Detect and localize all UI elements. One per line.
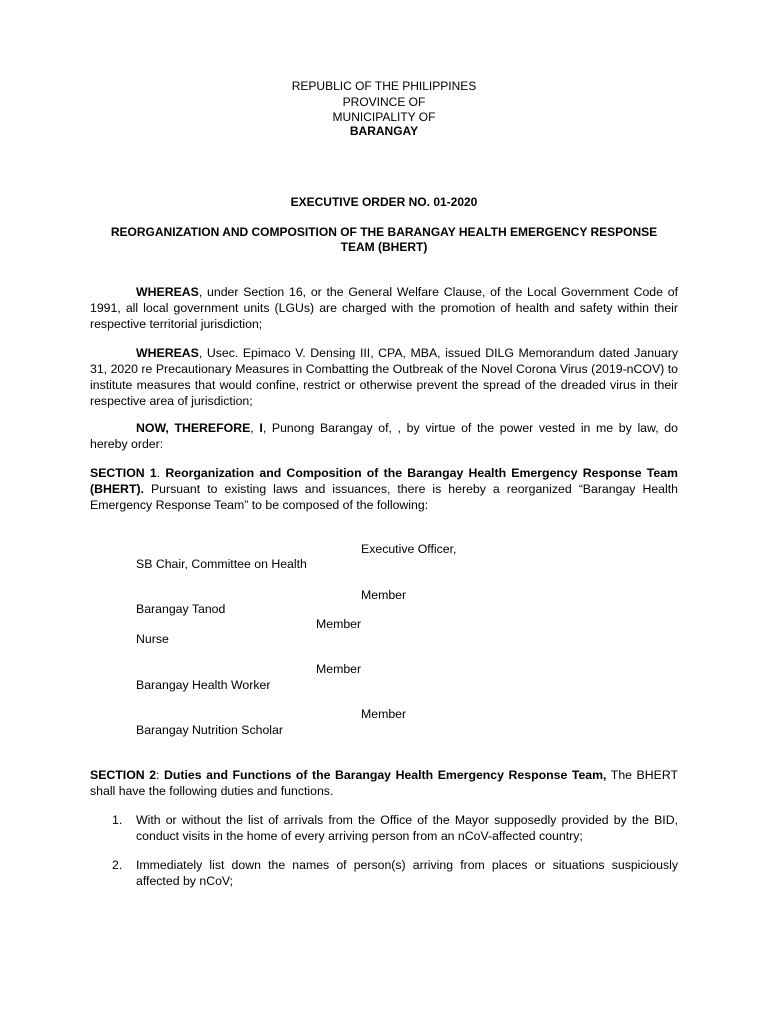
section2-text: The BHERT shall have the following duties and functions. — [90, 768, 678, 798]
header-barangay: BARANGAY — [349, 124, 419, 138]
therefore-text: , Punong Barangay of, , by virtue of the power vested in me by law, do hereby order: — [90, 421, 678, 451]
section2-label: SECTION 2 — [90, 768, 157, 782]
section1-text: Pursuant to existing laws and issuances, there is hereby a reorganized “Barangay Health Emergency Response Team” to be composed of the following: — [90, 482, 678, 512]
member-nurse: Nurse — [136, 632, 169, 646]
section1-label: SECTION 1 — [90, 466, 157, 480]
duty-item-2: Immediately list down the names of person(s) arriving from places or situations suspiciously affected by nCoV; — [136, 858, 678, 888]
section2-colon: : — [156, 768, 165, 782]
duty-number-2: 2. — [112, 858, 123, 872]
member-nutrition-scholar: Barangay Nutrition Scholar — [136, 723, 283, 737]
order-number: EXECUTIVE ORDER NO. 01-2020 — [290, 195, 478, 209]
section1-dot: . — [156, 466, 166, 480]
whereas-text-1: , under Section 16, or the General Welfare Clause, of the Local Government Code of 1991, all local government units (LGUs) are charged with the promotion of health and safety within their respective territorial jurisdiction; — [90, 285, 678, 331]
therefore-sep: , — [250, 421, 260, 435]
order-title-line1: REORGANIZATION AND COMPOSITION OF THE BARANGAY HEALTH EMERGENCY RESPONSE — [110, 225, 658, 239]
whereas-text-2: , Usec. Epimaco V. Densing III, CPA, MBA, issued DILG Memorandum dated January 31, 2020 re Precautionary Measures in Combatting the Outbreak of the Novel Corona Virus (2019-nCOV) to institute measures that would confine, restrict or otherwise prevent the spread of the dreaded virus in their respective area of jurisdiction; — [90, 346, 678, 408]
role-member-1: Member — [361, 588, 407, 602]
whereas-lead-1: WHEREAS — [136, 285, 199, 299]
role-member-3: Member — [316, 662, 362, 676]
whereas-paragraph-1 — [90, 284, 678, 332]
header-municipality: MUNICIPALITY OF — [332, 110, 436, 124]
whereas-lead-2: WHEREAS — [136, 346, 199, 360]
member-barangay-tanod: Barangay Tanod — [136, 602, 226, 616]
role-executive-officer: Executive Officer, — [361, 542, 457, 556]
header-province: PROVINCE OF — [342, 95, 426, 109]
section1-paragraph — [90, 465, 678, 513]
member-sb-chair: SB Chair, Committee on Health — [136, 557, 307, 571]
therefore-paragraph — [90, 420, 678, 452]
order-title-line2: TEAM (BHERT) — [340, 240, 428, 254]
duty-item-1: With or without the list of arrivals from the Office of the Mayor supposedly provided by the BID, conduct visits in the home of every arriving person from an nCoV-affected country; — [136, 813, 678, 843]
member-health-worker: Barangay Health Worker — [136, 678, 271, 692]
section1-heading: Reorganization and Composition of the Barangay Health Emergency Response Team (BHERT). — [90, 466, 678, 496]
section2-heading: Duties and Functions of the Barangay Health Emergency Response Team, — [164, 768, 607, 782]
whereas-paragraph-2 — [90, 345, 678, 409]
role-member-2: Member — [316, 617, 362, 631]
duty-number-1: 1. — [112, 813, 123, 827]
therefore-pronoun: I — [259, 421, 263, 435]
header-republic: REPUBLIC OF THE PHILIPPINES — [291, 79, 477, 93]
section2-paragraph — [90, 767, 678, 799]
therefore-lead: NOW, THEREFORE — [136, 421, 251, 435]
role-member-4: Member — [361, 707, 407, 721]
